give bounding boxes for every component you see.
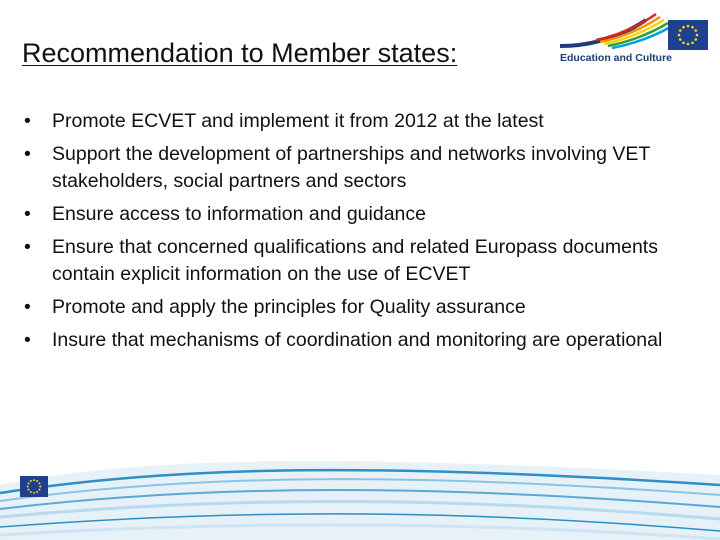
education-and-culture-label: Education and Culture bbox=[560, 52, 673, 64]
slide-title: Recommendation to Member states: bbox=[22, 38, 458, 68]
footer-wave-decoration bbox=[0, 455, 720, 540]
bullet-item bbox=[24, 294, 704, 321]
bullet-text: Support the development of partnerships and networks involving VET stakeholders, social partners and sectors bbox=[52, 143, 650, 192]
bullet-marker: • bbox=[24, 203, 31, 225]
bullet-marker: • bbox=[24, 110, 31, 132]
bullet-marker: • bbox=[24, 236, 31, 258]
bullet-item bbox=[24, 201, 704, 228]
bullet-item bbox=[24, 234, 704, 288]
bullet-marker: • bbox=[24, 329, 31, 351]
bullet-item bbox=[24, 327, 704, 354]
bullet-marker: • bbox=[24, 143, 31, 165]
bullet-text: Ensure access to information and guidance bbox=[52, 203, 426, 225]
education-and-culture-logo bbox=[550, 8, 716, 70]
bullet-text: Insure that mechanisms of coordination and monitoring are operational bbox=[52, 329, 663, 351]
bullet-marker: • bbox=[24, 296, 31, 318]
bullet-text: Promote ECVET and implement it from 2012 at the latest bbox=[52, 110, 544, 132]
bullet-text: Promote and apply the principles for Quality assurance bbox=[52, 296, 526, 318]
education-and-culture-emblem-icon bbox=[556, 10, 674, 50]
bullet-item bbox=[24, 141, 704, 195]
eu-flag-icon bbox=[20, 476, 48, 497]
eu-flag-icon bbox=[668, 20, 708, 50]
bullet-text: Ensure that concerned qualifications and related Europass documents contain explicit information on the use of ECVET bbox=[52, 236, 658, 285]
bullet-list bbox=[24, 108, 704, 360]
bullet-item bbox=[24, 108, 704, 135]
